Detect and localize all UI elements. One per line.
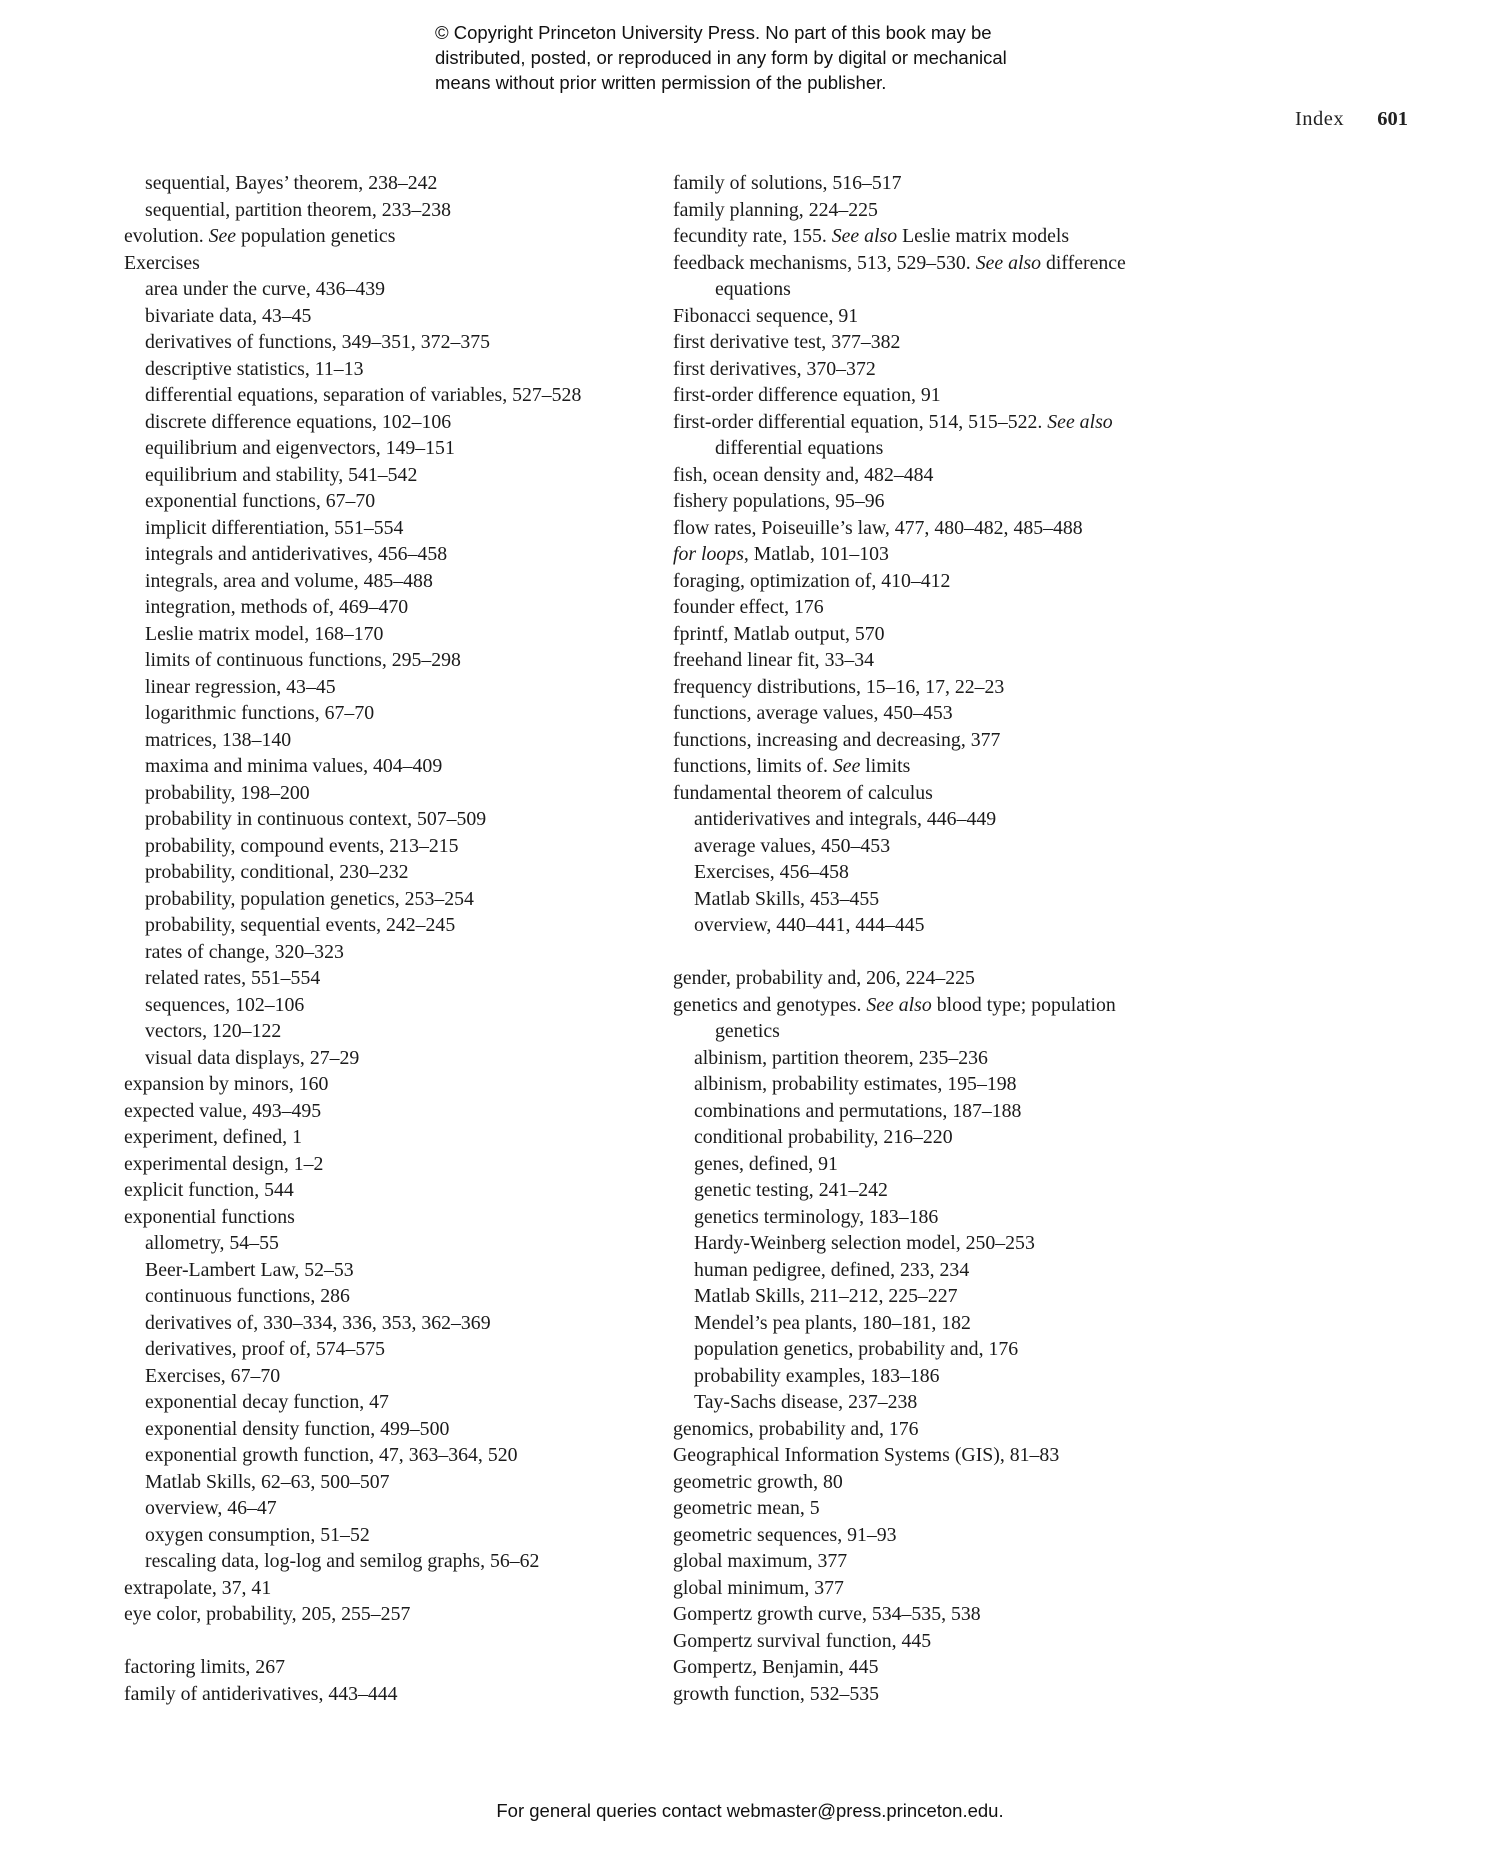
index-subentry	[124, 568, 654, 595]
entry-text: matrices, 138–140	[145, 728, 292, 751]
index-entry	[673, 780, 1213, 807]
index-column-left	[124, 170, 654, 1707]
entry-text: family of antiderivatives, 443–444	[124, 1682, 398, 1705]
entry-text: sequential, partition theorem, 233–238	[145, 198, 451, 221]
index-subentry	[124, 435, 654, 462]
index-subentry	[124, 1522, 654, 1549]
index-subentry	[124, 541, 654, 568]
index-entry	[124, 1071, 654, 1098]
index-subentry	[673, 1389, 1213, 1416]
entry-text: frequency distributions, 15–16, 17, 22–23	[673, 675, 1005, 698]
index-entry	[124, 1601, 654, 1628]
entry-text: exponential density function, 499–500	[145, 1417, 450, 1440]
entry-text: experiment, defined, 1	[124, 1126, 302, 1148]
index-entry	[124, 1654, 654, 1681]
index-subentry	[673, 1230, 1213, 1257]
index-subentry	[124, 382, 654, 409]
index-subentry	[124, 1310, 654, 1337]
index-entry	[673, 753, 1213, 780]
index-entry	[673, 250, 1213, 277]
index-subentry	[124, 939, 654, 966]
italic-text: See also	[975, 251, 1042, 274]
entry-text: genomics, probability and, 176	[673, 1417, 919, 1440]
entry-text: fish, ocean density and, 482–484	[673, 463, 934, 486]
entry-text: overview, 440–441, 444–445	[694, 914, 925, 936]
entry-text: differential equations	[715, 437, 884, 459]
index-entry	[673, 303, 1213, 330]
index-entry-continuation	[673, 435, 1213, 462]
entry-text: sequential, Bayes’ theorem, 238–242	[145, 172, 438, 194]
index-entry-continuation	[673, 1018, 1213, 1045]
entry-text: albinism, probability estimates, 195–198	[694, 1073, 1017, 1095]
index-entry	[673, 223, 1213, 250]
index-subentry	[124, 806, 654, 833]
index-entry	[673, 541, 1213, 568]
entry-text: limits	[860, 755, 911, 777]
entry-text: Gompertz growth curve, 534–535, 538	[673, 1603, 981, 1625]
entry-text: genetics	[715, 1020, 780, 1042]
index-subentry	[124, 1416, 654, 1443]
index-subentry	[673, 1204, 1213, 1231]
index-subentry	[124, 462, 654, 489]
entry-text: integrals and antiderivatives, 456–458	[145, 543, 448, 565]
index-subentry	[673, 1071, 1213, 1098]
index-subentry	[124, 1469, 654, 1496]
entry-text: probability in continuous context, 507–509	[145, 808, 487, 830]
index-entry	[673, 409, 1213, 436]
entry-text: equilibrium and stability, 541–542	[145, 463, 418, 486]
index-column-right	[673, 170, 1213, 1707]
index-subentry	[124, 753, 654, 780]
entry-text: functions, average values, 450–453	[673, 702, 953, 724]
index-entry	[124, 223, 654, 250]
index-subentry	[124, 912, 654, 939]
index-entry	[124, 1098, 654, 1125]
entry-text: factoring limits, 267	[124, 1656, 285, 1678]
index-subentry	[124, 859, 654, 886]
entry-text: average values, 450–453	[694, 834, 891, 857]
index-subentry	[673, 806, 1213, 833]
entry-text: overview, 46–47	[145, 1497, 277, 1519]
entry-text: Leslie matrix model, 168–170	[145, 622, 384, 645]
entry-text: functions, increasing and decreasing, 377	[673, 728, 1001, 751]
entry-text: geometric sequences, 91–93	[673, 1523, 897, 1546]
index-entry	[673, 1416, 1213, 1443]
entry-text: eye color, probability, 205, 255–257	[124, 1603, 411, 1625]
entry-text: combinations and permutations, 187–188	[694, 1099, 1022, 1122]
index-subentry	[124, 1442, 654, 1469]
index-subentry	[673, 912, 1213, 939]
entry-text: area under the curve, 436–439	[145, 278, 386, 300]
index-entry	[673, 329, 1213, 356]
entry-text: exponential functions, 67–70	[145, 490, 376, 512]
entry-text: sequences, 102–106	[145, 993, 305, 1016]
index-entry	[673, 1575, 1213, 1602]
entry-text: conditional probability, 216–220	[694, 1126, 953, 1148]
entry-text: logarithmic functions, 67–70	[145, 702, 375, 724]
index-subentry	[124, 674, 654, 701]
index-subentry	[124, 1389, 654, 1416]
index-subentry	[124, 329, 654, 356]
index-entry	[124, 1681, 654, 1708]
entry-text: descriptive statistics, 11–13	[145, 357, 364, 380]
entry-text: fprintf, Matlab output, 570	[673, 622, 885, 645]
entry-text: integration, methods of, 469–470	[145, 596, 409, 618]
index-entry	[124, 1575, 654, 1602]
page-number: 601	[1377, 108, 1408, 130]
index-subentry	[124, 1548, 654, 1575]
entry-text: functions, limits of.	[673, 755, 833, 777]
index-subentry	[124, 594, 654, 621]
entry-text: genetics and genotypes.	[673, 993, 867, 1016]
entry-text: rescaling data, log-log and semilog graphs, 56–62	[145, 1550, 540, 1572]
entry-text: freehand linear fit, 33–34	[673, 649, 875, 671]
index-entry	[673, 382, 1213, 409]
index-subentry	[124, 1018, 654, 1045]
index-subentry	[124, 197, 654, 224]
entry-text: Beer-Lambert Law, 52–53	[145, 1258, 354, 1281]
entry-text: allometry, 54–55	[145, 1232, 279, 1254]
index-subentry	[124, 727, 654, 754]
section-gap	[124, 1628, 654, 1655]
index-subentry	[124, 515, 654, 542]
entry-text: expansion by minors, 160	[124, 1073, 329, 1095]
index-entry	[673, 170, 1213, 197]
index-subentry	[673, 1177, 1213, 1204]
copyright-line: means without prior written permission of the publisher.	[435, 72, 887, 93]
entry-text: related rates, 551–554	[145, 967, 321, 989]
index-entry	[124, 250, 654, 277]
entry-text: implicit differentiation, 551–554	[145, 516, 404, 539]
entry-text: population genetics, probability and, 176	[694, 1338, 1019, 1360]
index-entry	[673, 515, 1213, 542]
index-subentry	[124, 356, 654, 383]
section-gap	[673, 939, 1213, 966]
entry-text: first derivative test, 377–382	[673, 331, 901, 353]
index-subentry	[124, 700, 654, 727]
entry-text: first-order differential equation, 514, 515–522.	[673, 410, 1048, 433]
entry-text: Exercises	[124, 251, 200, 274]
entry-text: visual data displays, 27–29	[145, 1046, 360, 1069]
index-entry	[673, 965, 1213, 992]
index-subentry	[124, 1283, 654, 1310]
index-entry	[673, 488, 1213, 515]
entry-text: Matlab Skills, 453–455	[694, 887, 880, 910]
index-subentry	[124, 170, 654, 197]
entry-text: global minimum, 377	[673, 1576, 844, 1599]
index-entry	[673, 992, 1213, 1019]
entry-text: Exercises, 456–458	[694, 861, 849, 883]
index-entry	[673, 197, 1213, 224]
entry-text: fecundity rate, 155.	[673, 225, 832, 247]
entry-text: experimental design, 1–2	[124, 1152, 324, 1175]
index-subentry	[124, 1257, 654, 1284]
index-entry	[673, 727, 1213, 754]
entry-text: feedback mechanisms, 513, 529–530.	[673, 251, 976, 274]
entry-text: exponential growth function, 47, 363–364, 520	[145, 1444, 518, 1466]
index-subentry	[673, 859, 1213, 886]
copyright-line: © Copyright Princeton University Press. No part of this book may be	[435, 22, 992, 43]
entry-text: equilibrium and eigenvectors, 149–151	[145, 437, 455, 459]
index-subentry	[124, 1230, 654, 1257]
entry-text: genetics terminology, 183–186	[694, 1205, 939, 1228]
entry-text: bivariate data, 43–45	[145, 304, 312, 327]
entry-text: probability, 198–200	[145, 781, 310, 804]
italic-text: See	[208, 225, 237, 247]
entry-text: derivatives, proof of, 574–575	[145, 1338, 386, 1360]
entry-text: rates of change, 320–323	[145, 940, 344, 963]
index-entry	[673, 1442, 1213, 1469]
entry-text: first-order difference equation, 91	[673, 384, 941, 406]
index-subentry	[124, 621, 654, 648]
index-subentry	[673, 1363, 1213, 1390]
index-entry	[673, 594, 1213, 621]
entry-text: evolution.	[124, 225, 209, 247]
entry-text: global maximum, 377	[673, 1550, 848, 1572]
index-subentry	[124, 276, 654, 303]
copyright-line: distributed, posted, or reproduced in any form by digital or mechanical	[435, 47, 1007, 68]
entry-text: linear regression, 43–45	[145, 675, 336, 698]
index-entry	[673, 1469, 1213, 1496]
index-entry	[124, 1151, 654, 1178]
entry-text: probability, conditional, 230–232	[145, 861, 409, 883]
entry-text: equations	[715, 278, 791, 300]
entry-text: Mendel’s pea plants, 180–181, 182	[694, 1311, 971, 1334]
index-subentry	[124, 1363, 654, 1390]
index-entry	[673, 621, 1213, 648]
index-subentry	[673, 1310, 1213, 1337]
index-subentry	[673, 1151, 1213, 1178]
entry-text: explicit function, 544	[124, 1179, 294, 1201]
entry-text: oxygen consumption, 51–52	[145, 1523, 370, 1546]
entry-text: Gompertz survival function, 445	[673, 1629, 932, 1652]
index-entry	[673, 1495, 1213, 1522]
index-entry	[673, 1628, 1213, 1655]
entry-text: geometric growth, 80	[673, 1470, 843, 1493]
index-subentry	[124, 488, 654, 515]
entry-text: derivatives of, 330–334, 336, 353, 362–369	[145, 1311, 491, 1334]
footer-contact: For general queries contact webmaster@press.princeton.edu.	[496, 1800, 1004, 1821]
index-entry	[673, 1681, 1213, 1708]
entry-text: family planning, 224–225	[673, 198, 878, 221]
index-entry	[673, 1548, 1213, 1575]
entry-text: Matlab Skills, 211–212, 225–227	[694, 1285, 958, 1307]
index-entry	[673, 1522, 1213, 1549]
index-subentry	[124, 1336, 654, 1363]
index-entry	[673, 647, 1213, 674]
index-subentry	[124, 886, 654, 913]
entry-text: limits of continuous functions, 295–298	[145, 649, 461, 671]
index-subentry	[673, 1257, 1213, 1284]
index-subentry	[673, 886, 1213, 913]
running-head	[1295, 108, 1408, 131]
index-subentry	[124, 992, 654, 1019]
entry-text: Tay-Sachs disease, 237–238	[694, 1391, 918, 1413]
entry-text: probability, population genetics, 253–254	[145, 887, 474, 910]
entry-text: Geographical Information Systems (GIS), 81–83	[673, 1444, 1060, 1466]
entry-text: genes, defined, 91	[694, 1152, 838, 1175]
index-subentry	[673, 1098, 1213, 1125]
index-entry	[124, 1177, 654, 1204]
entry-text: genetic testing, 241–242	[694, 1179, 888, 1201]
index-subentry	[673, 1124, 1213, 1151]
index-entry	[124, 1124, 654, 1151]
entry-text: Leslie matrix models	[897, 225, 1070, 247]
index-entry	[673, 462, 1213, 489]
entry-text: continuous functions, 286	[145, 1285, 350, 1307]
entry-text: difference	[1041, 251, 1126, 274]
index-entry	[673, 1601, 1213, 1628]
copyright-notice	[435, 20, 1135, 95]
index-subentry	[124, 965, 654, 992]
index-subentry	[673, 1283, 1213, 1310]
index-entry	[124, 1204, 654, 1231]
index-subentry	[124, 833, 654, 860]
entry-text: probability, compound events, 213–215	[145, 834, 459, 857]
entry-text: exponential decay function, 47	[145, 1391, 389, 1413]
index-entry	[673, 356, 1213, 383]
entry-text: probability, sequential events, 242–245	[145, 914, 456, 936]
entry-text: Hardy-Weinberg selection model, 250–253	[694, 1232, 1035, 1254]
entry-text: Fibonacci sequence, 91	[673, 304, 859, 327]
italic-text: for loops	[673, 543, 744, 565]
entry-text: derivatives of functions, 349–351, 372–375	[145, 331, 491, 353]
entry-text: Exercises, 67–70	[145, 1364, 281, 1387]
entry-text: Matlab Skills, 62–63, 500–507	[145, 1470, 390, 1493]
index-subentry	[124, 647, 654, 674]
entry-text: human pedigree, defined, 233, 234	[694, 1258, 970, 1281]
entry-text: growth function, 532–535	[673, 1682, 880, 1705]
entry-text: probability examples, 183–186	[694, 1364, 940, 1387]
index-subentry	[124, 303, 654, 330]
index-subentry	[124, 1495, 654, 1522]
index-subentry	[673, 1045, 1213, 1072]
entry-text: discrete difference equations, 102–106	[145, 410, 452, 433]
entry-text: gender, probability and, 206, 224–225	[673, 967, 975, 989]
entry-text: integrals, area and volume, 485–488	[145, 569, 433, 592]
entry-text: foraging, optimization of, 410–412	[673, 569, 951, 592]
index-subentry	[673, 833, 1213, 860]
entry-text: flow rates, Poiseuille’s law, 477, 480–482, 485–488	[673, 516, 1083, 539]
entry-text: fishery populations, 95–96	[673, 490, 885, 512]
entry-text: expected value, 493–495	[124, 1099, 322, 1122]
entry-text: exponential functions	[124, 1205, 295, 1228]
index-entry-continuation	[673, 276, 1213, 303]
entry-text: albinism, partition theorem, 235–236	[694, 1046, 988, 1069]
index-subentry	[673, 1336, 1213, 1363]
index-entry	[673, 1654, 1213, 1681]
entry-text: fundamental theorem of calculus	[673, 781, 933, 804]
index-entry	[673, 674, 1213, 701]
entry-text: founder effect, 176	[673, 596, 824, 618]
index-subentry	[124, 409, 654, 436]
entry-text: Gompertz, Benjamin, 445	[673, 1656, 879, 1678]
italic-text: See	[832, 755, 861, 777]
index-subentry	[124, 780, 654, 807]
entry-text: , Matlab, 101–103	[743, 543, 889, 565]
entry-text: extrapolate, 37, 41	[124, 1576, 272, 1599]
index-entry	[673, 700, 1213, 727]
entry-text: family of solutions, 516–517	[673, 172, 902, 194]
italic-text: See also	[866, 993, 932, 1016]
entry-text: blood type; population	[931, 993, 1116, 1016]
section-label: Index	[1294, 108, 1345, 130]
italic-text: See also	[831, 225, 898, 247]
index-subentry	[124, 1045, 654, 1072]
italic-text: See also	[1047, 410, 1113, 433]
entry-text: population genetics	[236, 225, 396, 247]
entry-text: differential equations, separation of variables, 527–528	[145, 384, 582, 406]
entry-text: geometric mean, 5	[673, 1497, 820, 1519]
entry-text: antiderivatives and integrals, 446–449	[694, 808, 997, 830]
entry-text: maxima and minima values, 404–409	[145, 755, 443, 777]
entry-text: first derivatives, 370–372	[673, 357, 876, 380]
index-entry	[673, 568, 1213, 595]
entry-text: vectors, 120–122	[145, 1020, 282, 1042]
